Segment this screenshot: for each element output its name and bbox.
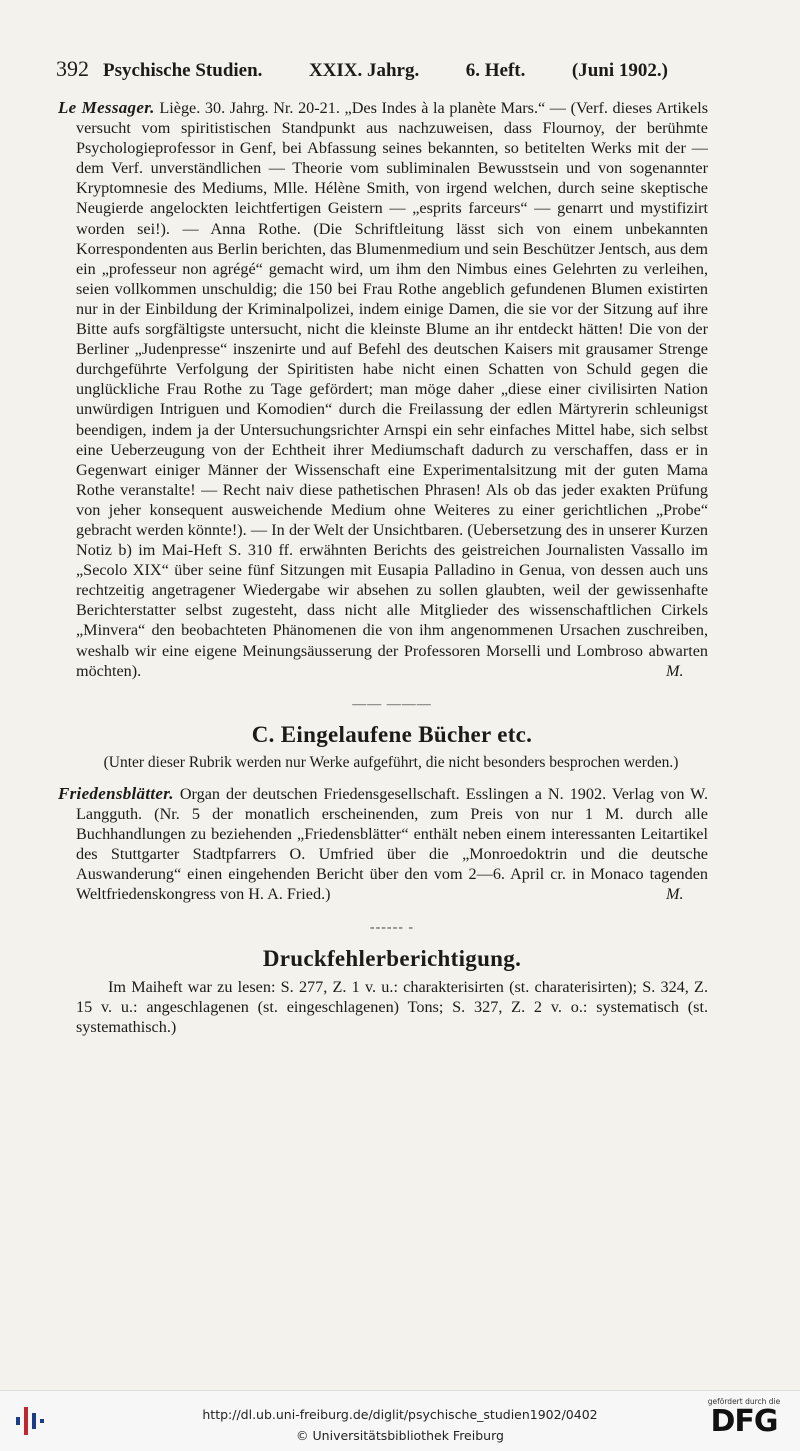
- errata-heading: Druckfehlerberichtigung.: [262, 945, 522, 971]
- issue-date: (Juni 1902.): [571, 60, 668, 81]
- viewer-footer: [0, 1390, 800, 1451]
- copyright-notice: © Universitätsbibliothek Freiburg: [296, 1428, 504, 1443]
- funder-caption: gefördert durch die: [707, 1397, 781, 1406]
- issue-label: 6. Heft.: [465, 60, 526, 81]
- permalink-url[interactable]: http://dl.ub.uni-freiburg.de/diglit/psychische_studien1902/0402: [202, 1407, 598, 1422]
- page-number: 392: [56, 56, 89, 81]
- messager-entry: Le Messager. Liège. 30. Jahrg. Nr. 20-21. „Des Indes à la planète Mars.“ — (Verf. dieses Artikels versucht vom spiritistischen Standpunkt aus nachzuweisen, dass Flournoy, der berühmte Psychologieprofessor in Genf, bei Abfassung seines bekannten, so betitelten Werks mit der — dem Verf. unverständlichen — Theorie vom subliminalen Bewusstsein und von sogenannter Kryptomnesie des Mediums, Mlle. Hélène Smith, von irgend welchen, durch seine skeptische Neugierde angelockten leichtfertigen Geistern — „esprits farceurs“ — genarrt und mystifizirt worden sei!). — Anna Rothe. (Die Schriftleitung lässt sich von einem unbekannten Korrespondenten aus Berlin berichten, das Blumenmedium und sein Beschützer Jentsch, aus dem ein „professeur non agrégé“ gemacht wird, um ihm den Nimbus eines Gelehrten zu verleihen, seien vollkommen unschuldig; die 150 bei Frau Rothe angeblich gefundenen Blumen existirten nur in der Einbildung der Kriminalpolizei, indem einige Damen, die sie vor der Sitzung auf ihre Bitte aufs sorgfältigste untersucht, nicht die kleinste Blume an ihr entdeckt hätten! Die von der Berliner „Judenpresse“ inszenirte und auf Befehl des deutschen Kaisers mit grausamer Strenge durchgeführte Verfolgung der Spiritisten habe nicht einen Schatten von Schuld gegen die unglückliche Frau Rothe zu Tage gefördert; man möge daher „diese einer civilisirten Nation unwürdigen Intriguen und Komodien“ durch die Freilassung der edlen Märtyrerin schleunigst beendigen, indem ja der Untersuchungsrichter Arnspi ein sehr einfaches Mittel habe, sich selbst eine Ueberzeugung von der Echtheit ihrer Mediumschaft dadurch zu verschaffen, dass er in Gegenwart einiger Männer der Wissenschaft eine Experimentalsitzung mit der guten Mama Rothe veranstalte! — Recht naiv diese pathetischen Phrasen! Als ob das jeder exakten Prüfung von jeher konsequent ausweichende Medium ohne Weiteres zu einer gerichtlichen „Probe“ gebracht werden könnte!). — In der Welt der Unsichtbaren. (Uebersetzung des in unserer Kurzen Notiz b) im Mai-Heft S. 310 ff. erwähnten Berichts des geistreichen Journalisten Vassallo im „Secolo XIX“ über seine fünf Sitzungen mit Eusapia Palladino in Genua, von dessen auch uns rechtzeitig angetragener Wiedergabe wir absehen zu sollen glaubten, weil der gewissenhafte Berichterstatter selbst zugesteht, dass nicht alle Mitglieder des wissenschaftlichen Cirkels „Minvera“ den beobachteten Phänomenen die von ihm angenommenen Ursachen zuschreiben, weshalb wir eine eigene Meinungsäusserung der Professoren Morselli und Lombroso abwarten möchten). M.: [58, 98, 708, 680]
- entry-lead: Friedensblätter.: [58, 783, 174, 803]
- section-note: (Unter dieser Rubrik werden nur Werke aufgeführt, die nicht besonders besprochen werden.): [103, 753, 679, 771]
- running-header: [56, 56, 668, 82]
- entry-text: Liège. 30. Jahrg. Nr. 20-21. „Des Indes à la planète Mars.“ — (Verf. dieses Artikels versucht vom spiritistischen Standpunkt aus nachzuweisen, dass Flournoy, der berühmte Psychologieprofessor in Genf, bei Abfassung seines bekannten, so betitelten Werks mit der — dem Verf. unverständlichen — Theorie vom subliminalen Bewusstsein und von sogenannter Kryptomnesie des Mediums, Mlle. Hélène Smith, von irgend welchen, durch seine skeptische Neugierde angelockten leichtfertigen Geistern — „esprits farceurs“ — genarrt und mystifizirt worden sei!). — Anna Rothe. (Die Schriftleitung lässt sich von einem unbekannten Korrespondenten aus Berlin berichten, das Blumenmedium und sein Beschützer Jentsch, aus dem ein „professeur non agrégé“ gemacht wird, um ihm den Nimbus eines Gelehrten zu verleihen, seien vollkommen unschuldig; die 150 bei Frau Rothe angeblich gefundenen Blumen existirten nur in der Einbildung der Kriminalpolizei, indem einige Damen, die sie vor der Sitzung auf ihre Bitte aufs sorgfältigste untersucht, nicht die kleinste Blume an ihr entdeckt hätten! Die von der Berliner „Judenpresse“ inszenirte und auf Befehl des deutschen Kaisers mit grausamer Strenge durchgeführte Verfolgung der Spiritisten habe nicht einen Schatten von Schuld gegen die unglückliche Frau Rothe zu Tage gefördert; man möge daher „diese einer civilisirten Nation unwürdigen Intriguen und Komodien“ durch die Freilassung der edlen Märtyrerin schleunigst beendigen, indem ja der Untersuchungsrichter Arnspi ein sehr einfaches Mittel habe, sich selbst eine Ueberzeugung von der Echtheit ihrer Mediumschaft dadurch zu verschaffen, dass er in Gegenwart einiger Männer der Wissenschaft eine Experimentalsitzung mit der guten Mama Rothe veranstalte! — Recht naiv diese pathetischen Phrasen! Als ob das jeder exakten Prüfung von jeher konsequent ausweichende Medium ohne Weiteres zu einer gerichtlichen „Probe“ gebracht werden könnte!). — In der Welt der Unsichtbaren. (Uebersetzung des in unserer Kurzen Notiz b) im Mai-Heft S. 310 ff. erwähnten Berichts des geistreichen Journalisten Vassallo im „Secolo XIX“ über seine fünf Sitzungen mit Eusapia Palladino in Genua, von dessen auch uns rechtzeitig angetragener Wiedergabe wir absehen zu sollen glaubten, weil der gewissenhafte Berichterstatter selbst zugesteht, dass nicht alle Mitglieder des wissenschaftlichen Cirkels „Minvera“ den beobachteten Phänomenen die von ihm angenommenen Ursachen zuschreiben, weshalb wir eine eigene Meinungsäusserung der Professoren Morselli und Lombroso abwarten möchten).: [76, 99, 708, 680]
- volume-label: XXIX. Jahrg.: [308, 60, 420, 81]
- dfg-logo-icon: DFG: [710, 1404, 778, 1439]
- section-heading: C. Eingelaufene Bücher etc.: [251, 721, 533, 747]
- journal-title: Psychische Studien.: [103, 60, 263, 81]
- friedensblaetter-entry: Friedensblätter. Organ der deutschen Friedensgesellschaft. Esslingen a N. 1902. Verlag von W. Langguth. (Nr. 5 der monatlich erscheinenden, zum Preis von nur 1 M. durch alle Buchhandlungen zu beziehenden „Friedensblätter“ enthält neben einem interessanten Leitartikel des Stuttgarter Stadtpfarrers O. Umfried über die „Monroedoktrin und die deutsche Auswanderung“ einen eingehenden Bericht über den vom 2—6. April cr. in Monaco tagenden Weltfriedenskongress von H. A. Fried.) M.: [58, 783, 708, 904]
- funder-logo: [700, 1397, 788, 1445]
- section-divider: ------ -: [369, 920, 415, 936]
- entry-lead: Le Messager.: [58, 98, 155, 117]
- entry-text: Organ der deutschen Friedensgesellschaft. Esslingen a N. 1902. Verlag von W. Langguth. (Nr. 5 der monatlich erscheinenden, zum Preis von nur 1 M. durch alle Buchhandlungen zu beziehenden „Friedensblätter“ enthält neben einem interessanten Leitartikel des Stuttgarter Stadtpfarrers O. Umfried über die „Monroedoktrin und die deutsche Auswanderung“ einen eingehenden Bericht über den vom 2—6. April cr. in Monaco tagenden Weltfriedenskongress von H. A. Fried.): [76, 784, 708, 904]
- errata-text: Im Maiheft war zu lesen: S. 277, Z. 1 v. u.: charakterisirten (st. charaterisirten); S. 324, Z. 15 v. u.: angeschlagenen (st. eingeschlagenen) Tons; S. 327, Z. 2 v. o.: systematisch (st. systemathisch.): [76, 977, 708, 1036]
- page-body: [58, 98, 708, 1037]
- section-divider: —— ———: [352, 696, 432, 712]
